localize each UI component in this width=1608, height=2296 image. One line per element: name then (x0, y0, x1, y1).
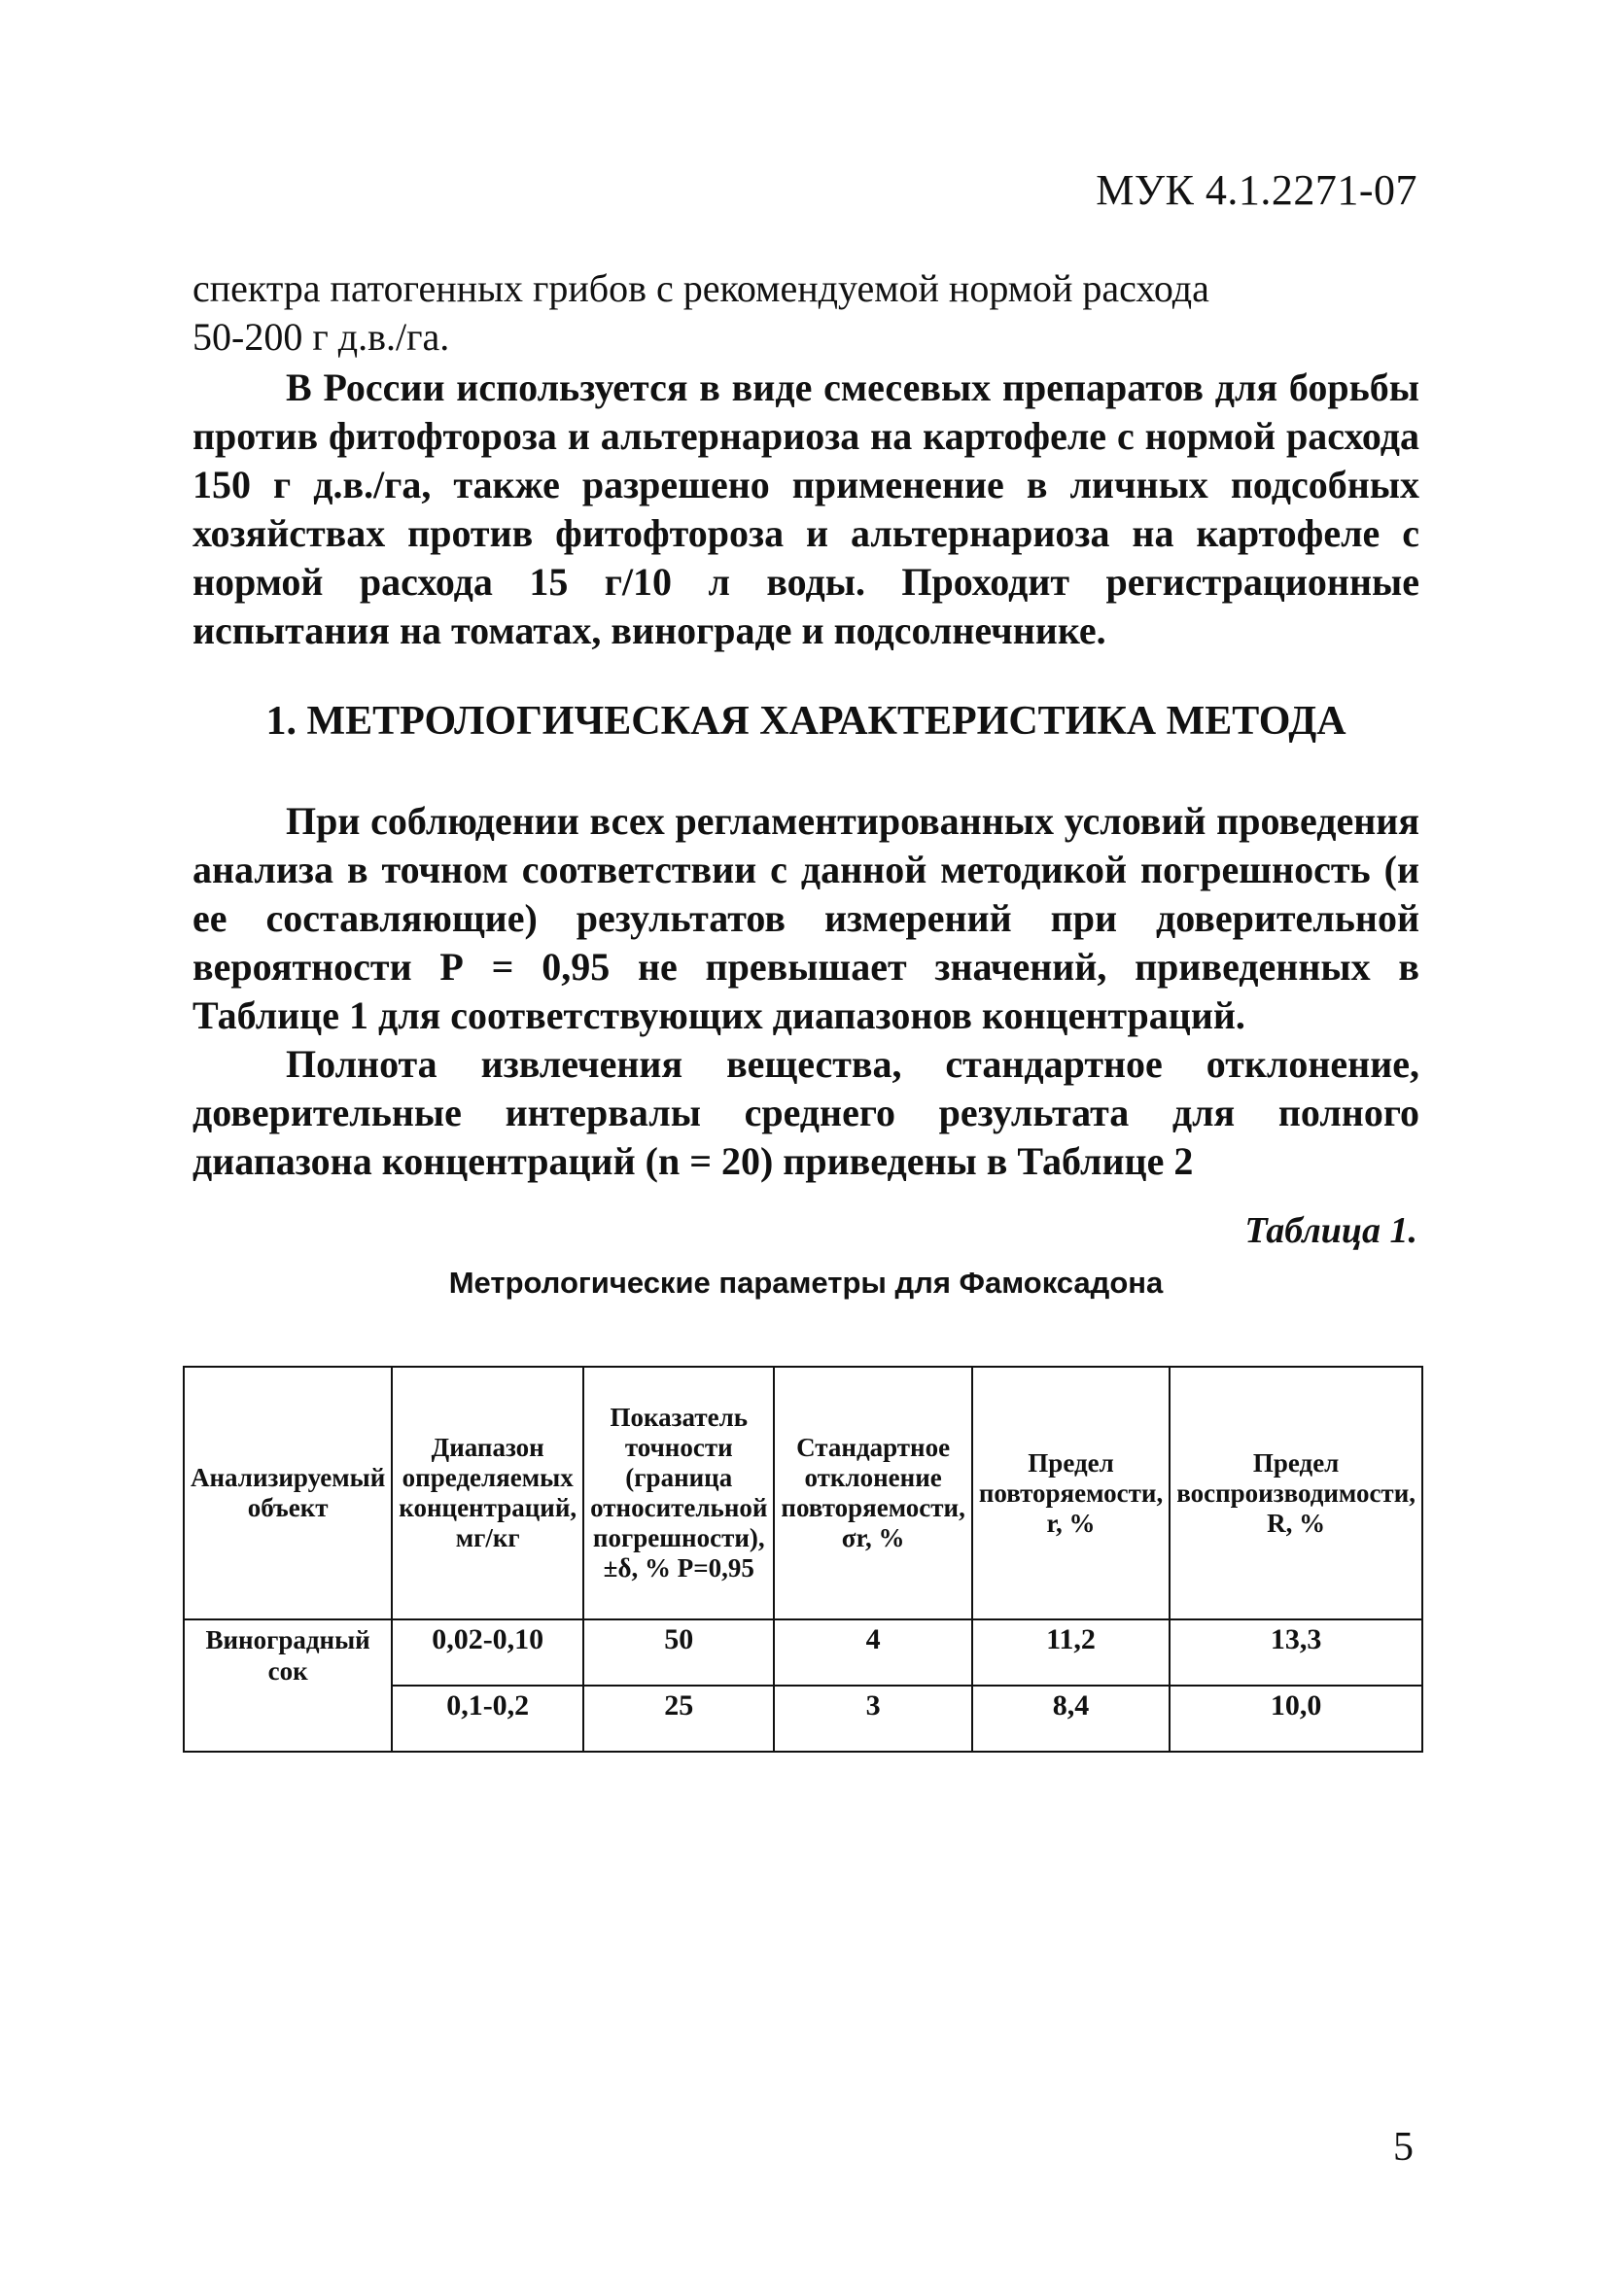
section-title: 1. МЕТРОЛОГИЧЕСКАЯ ХАРАКТЕРИСТИКА МЕТОДА (265, 699, 1346, 744)
header-reprod-limit: Предел воспроизводимости, R, % (1170, 1367, 1422, 1619)
cell-repeat-limit: 8,4 (972, 1686, 1170, 1752)
header-repeat-limit: Предел повторяемости, r, % (972, 1367, 1170, 1619)
paragraph-intro (192, 264, 1419, 362)
cell-object: Виноградный сок (184, 1619, 392, 1752)
cell-accuracy: 25 (583, 1686, 774, 1752)
table-row (184, 1619, 1422, 1686)
cell-std-dev: 3 (774, 1686, 971, 1752)
paragraph-intro-line1: спектра патогенных грибов с рекомендуемой нормой расхода (192, 266, 1209, 310)
table-caption: Таблица 1. (1244, 1210, 1417, 1251)
table-header-row (184, 1367, 1422, 1619)
paragraph-completeness: Полнота извлечения вещества, стандартное отклонение, доверительные интервалы среднего результата для полного диапазона концентраций (n = 20) приведены в Таблице 2 (192, 1042, 1419, 1183)
header-object: Анализируемый объект (184, 1367, 392, 1619)
document-code: МУК 4.1.2271-07 (1096, 166, 1417, 214)
paragraph-metrology: При соблюдении всех регламентированных условий проведения анализа в точном соответствии с данной методикой погрешность (и ее составляющие) результатов измерений при доверительной вероятности Р = 0,95 не превышает значений, приведенных в Таблице 1 для соответствующих диапазонов концентраций. (192, 799, 1419, 1037)
header-std-dev: Стандартное отклонение повторяемости, σr, % (774, 1367, 971, 1619)
paragraph-intro-line2: 50-200 г д.в./га. (192, 315, 450, 359)
cell-range: 0,02-0,10 (392, 1619, 583, 1686)
header-range: Диапазон определяемых концентраций, мг/кг (392, 1367, 583, 1619)
cell-reprod-limit: 10,0 (1170, 1686, 1422, 1752)
paragraph-russia-usage: В России используется в виде смесевых препаратов для борьбы против фитофтороза и альтернариоза на картофеле с нормой расхода 150 г д.в./га, также разрешено применение в личных подсобных хозяйствах против фитофтороза и альтернариоза на картофеле с нормой расхода 15 г/10 л воды. Проходит регистрационные испытания на томатах, винограде и подсолнечнике. (192, 365, 1419, 652)
cell-reprod-limit: 13,3 (1170, 1619, 1422, 1686)
cell-accuracy: 50 (583, 1619, 774, 1686)
cell-std-dev: 4 (774, 1619, 971, 1686)
cell-range: 0,1-0,2 (392, 1686, 583, 1752)
page-number: 5 (1393, 2125, 1414, 2170)
metrology-table (183, 1366, 1423, 1753)
table-title: Метрологические параметры для Фамоксадона (448, 1266, 1164, 1300)
header-accuracy: Показатель точности (граница относительной погрешности), ±δ, % Р=0,95 (583, 1367, 774, 1619)
cell-repeat-limit: 11,2 (972, 1619, 1170, 1686)
